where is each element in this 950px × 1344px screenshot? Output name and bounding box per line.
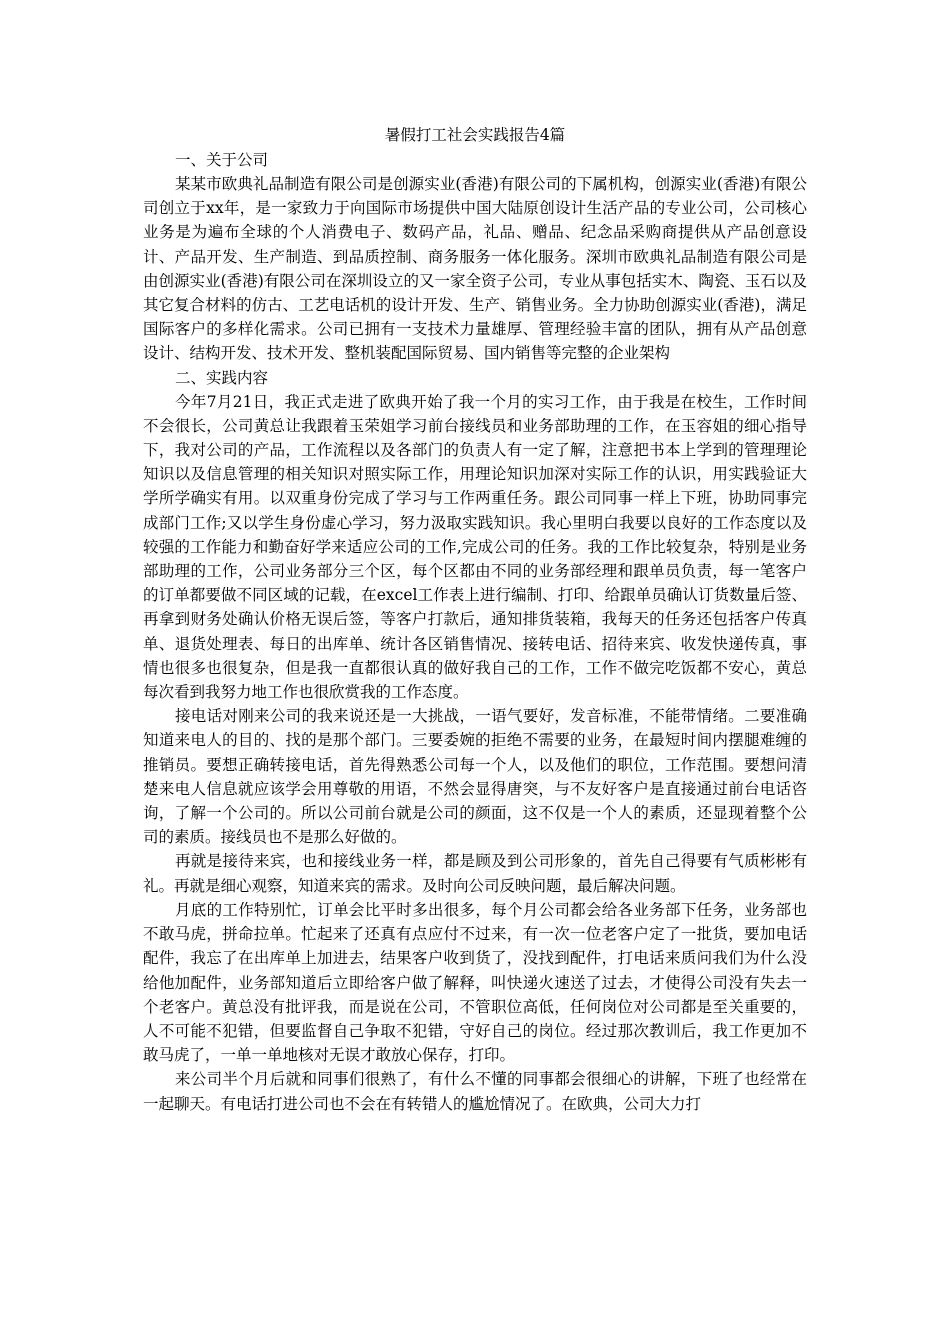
document-page bbox=[143, 123, 807, 1116]
document-title: 暑假打工社会实践报告4篇 bbox=[384, 126, 566, 144]
paragraph: 今年7月21日，我正式走进了欧典开始了我一个月的实习工作，由于我是在校生，工作时间不会很长，公司黄总让我跟着玉荣姐学习前台接线员和业务部助理的工作，在玉容姐的细心指导下，我对公司的产品，工作流程以及各部门的负责人有一定了解，注意把书本上学到的管理理论知识以及信息管理的相关知识对照实际工作，用理论知识加深对实际工作的认识，用实践验证大学所学确实有用。以双重身份完成了学习与工作两重任务。跟公司同事一样上下班，协助同事完成部门工作;又以学生身份虚心学习，努力汲取实践知识。我心里明白我要以良好的工作态度以及较强的工作能力和勤奋好学来适应公司的工作,完成公司的任务。我的工作比较复杂，特别是业务部助理的工作，公司业务部分三个区，每个区都由不同的业务部经理和跟单员负责，每一笔客户的订单都要做不同区域的记载，在excel工作表上进行编制、打印、给跟单员确认订货数量后签、再拿到财务处确认价格无误后签，等客户打款后，通知排货装箱，我每天的任务还包括客户传真单、退货处理表、每日的出库单、统计各区销售情况、接转电话、招待来宾、收发快递传真，事情也很多也很复杂，但是我一直都很认真的做好我自己的工作，工作不做完吃饭都不安心，黄总每次看到我努力地工作也很欣赏我的工作态度。 bbox=[143, 392, 807, 702]
paragraph: 某某市欧典礼品制造有限公司是创源实业(香港)有限公司的下属机构，创源实业(香港)有限公司创立于xx年，是一家致力于向国际市场提供中国大陆原创设计生活产品的专业公司，公司核心业务是为遍布全球的个人消费电子、数码产品，礼品、赠品、纪念品采购商提供从产品创意设计、产品开发、生产制造、到品质控制、商务服务一体化服务。深圳市欧典礼品制造有限公司是由创源实业(香港)有限公司在深圳设立的又一家全资子公司，专业从事包括实木、陶瓷、玉石以及其它复合材料的仿古、工艺电话机的设计开发、生产、销售业务。全力协助创源实业(香港)，满足国际客户的多样化需求。公司已拥有一支技术力量雄厚、管理经验丰富的团队，拥有从产品创意设计、结构开发、技术开发、整机装配国际贸易、国内销售等完整的企业架构 bbox=[143, 175, 807, 363]
section-heading-about-company: 一、关于公司 bbox=[175, 151, 269, 169]
paragraph: 来公司半个月后就和同事们很熟了，有什么不懂的同事都会很细心的讲解，下班了也经常在一起聊天。有电话打进公司也不会在有转错人的尴尬情况了。在欧典，公司大力打 bbox=[143, 1070, 807, 1113]
section-heading-practice-content: 二、实践内容 bbox=[175, 368, 269, 387]
paragraph: 再就是接待来宾，也和接线业务一样，都是顾及到公司形象的，首先自己得要有气质彬彬有礼。再就是细心观察，知道来宾的需求。及时向公司反映问题，最后解决问题。 bbox=[143, 852, 807, 895]
paragraph: 接电话对刚来公司的我来说还是一大挑战，一语气要好，发音标准，不能带情绪。二要准确知道来电人的目的、找的是那个部门。三要委婉的拒绝不需要的业务，在最短时间内摆腿难缠的推销员。要想正确转接电话，首先得熟悉公司每一个人，以及他们的职位，工作范围。要想问清楚来电人信息就应该学会用尊敬的用语，不然会显得唐突，与不友好客户是直接通过前台电话咨询，了解一个公司的。所以公司前台就是公司的颜面，这不仅是一个人的素质，还显现着整个公司的素质。接线员也不是那么好做的。 bbox=[143, 707, 807, 847]
paragraph: 月底的工作特别忙，订单会比平时多出很多，每个月公司都会给各业务部下任务，业务部也不敢马虎，拼命拉单。忙起来了还真有点应付不过来，有一次一位老客户定了一批货，要加电话配件，我忘了在出库单上加进去，结果客户收到货了，没找到配件，打电话来质问我们为什么没给他加配件，业务部知道后立即给客户做了解释，叫快递火速送了过去，才使得公司没有失去一个老客户。黄总没有批评我，而是说在公司，不管职位高低，任何岗位对公司都是至关重要的，人不可能不犯错，但要监督自己争取不犯错，守好自己的岗位。经过那次教训后，我工作更加不敢马虎了，一单一单地核对无误才敢放心保存，打印。 bbox=[143, 900, 807, 1065]
